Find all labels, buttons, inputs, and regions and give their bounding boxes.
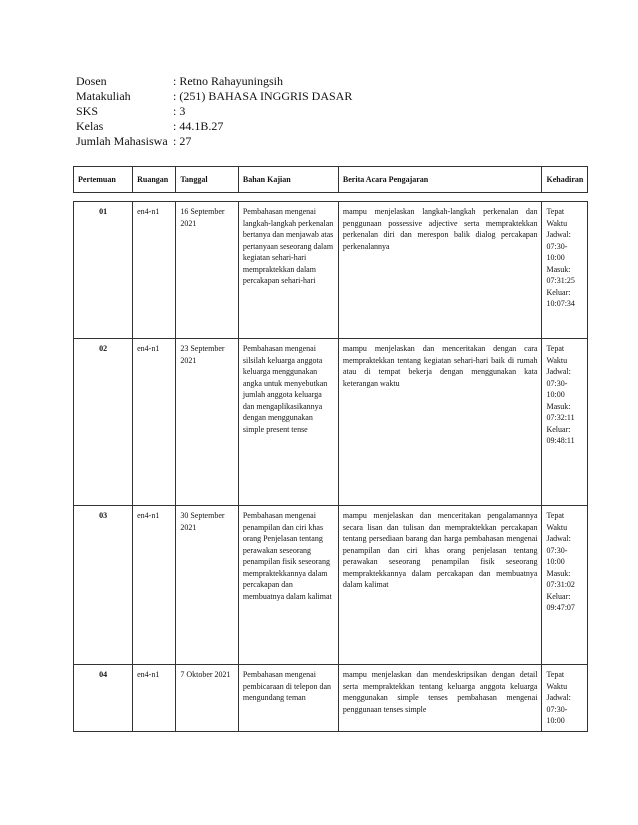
cell-berita-acara: mampu menjelaskan dan menceritakan dengan cara mempraktekkan tentang kegiatan sehari-hari baik di rumah atau di tempat bekerja dengan menggunakan kata keterangan waktu [338,339,542,506]
cell-bahan-kajian: Pembahasan mengenai penampilan dan ciri khas orang Penjelasan tentang perawakan seseorang penampilan fisik seseorang mempraktekkannya dalam percakapan dan membuatnya dalam kalimat [238,506,338,665]
info-value: : (251) BAHASA INGGRIS DASAR [173,89,353,103]
info-value: : 27 [173,134,192,148]
cell-tanggal: 7 Oktober 2021 [176,665,239,732]
info-sks [76,104,352,119]
header-berita-acara: Berita Acara Pengajaran [338,167,542,193]
table-row [74,506,588,665]
cell-pertemuan: 03 [74,506,133,665]
info-value: : 44.1B.27 [173,119,224,133]
header-pertemuan: Pertemuan [74,167,133,193]
info-label: Matakuliah [76,89,131,103]
info-value: : 3 [173,104,186,118]
info-label: Kelas [76,119,104,133]
info-label: SKS [76,104,99,118]
table-row [74,202,588,339]
table-row [74,339,588,506]
cell-pertemuan: 04 [74,665,133,732]
header-tanggal: Tanggal [176,167,239,193]
cell-bahan-kajian: Pembahasan mengenai langkah-langkah perkenalan bertanya dan menjawab atas pertanyaan seseorang dalam kegiatan sehari-hari mempraktekkan dalam percakapan sehari-hari [238,202,338,339]
row-spacer [74,193,588,202]
info-matakuliah [76,89,352,104]
header-bahan-kajian: Bahan Kajian [238,167,338,193]
cell-berita-acara: mampu menjelaskan dan menceritakan pengalamannya secara lisan dan tulisan dan mempraktekkan percakapan tentang persediaan barang dan harga pembahasan mengenai penampilan dan ciri khas orang penjelasan tentang perawakan seseorang penampilan fisik seseorang mempraktekkannya dalam percakapan dan membuatnya dalam kalimat [338,506,542,665]
info-kelas [76,119,352,134]
cell-pertemuan: 01 [74,202,133,339]
cell-bahan-kajian: Pembahasan mengenai silsilah keluarga anggota keluarga menggunakan angka untuk menyebutkan jumlah anggota keluarga dan mengaplikasikannya dengan menggunakan simple present tense [238,339,338,506]
cell-kehadiran: Tepat Waktu Jadwal: 07:30-10:00 [542,665,588,732]
info-jumlah-mahasiswa [76,134,352,149]
cell-tanggal: 30 September 2021 [176,506,239,665]
cell-ruangan: en4-n1 [133,665,176,732]
table-row [74,665,588,732]
cell-bahan-kajian: Pembahasan mengenai pembicaraan di telepon dan mengundang teman [238,665,338,732]
cell-berita-acara: mampu menjelaskan dan mendeskripsikan dengan detail serta mempraktekkan tentang keluarga anggota keluarga menggunakan simple tenses pembahasan mengenai penggunaan tenses simple [338,665,542,732]
table-header-row [74,167,588,193]
schedule-table [73,166,588,732]
header-kehadiran: Kehadiran [542,167,588,193]
cell-kehadiran: Tepat Waktu Jadwal: 07:30-10:00 Masuk: 07:32:11 Keluar: 09:48:11 [542,339,588,506]
course-info [76,74,352,149]
info-value: : Retno Rahayuningsih [173,74,283,88]
info-label: Jumlah Mahasiswa [76,134,168,148]
header-ruangan: Ruangan [133,167,176,193]
cell-berita-acara: mampu menjelaskan langkah-langkah perkenalan dan penggunaan possessive adjective serta mempraktekkan perkenalan diri dan merespon balik dialog percakapan perkenalannya [338,202,542,339]
cell-kehadiran: Tepat Waktu Jadwal: 07:30-10:00 Masuk: 07:31:25 Keluar: 10:07:34 [542,202,588,339]
cell-ruangan: en4-n1 [133,202,176,339]
cell-ruangan: en4-n1 [133,339,176,506]
cell-pertemuan: 02 [74,339,133,506]
info-dosen [76,74,352,89]
cell-tanggal: 23 September 2021 [176,339,239,506]
cell-tanggal: 16 September 2021 [176,202,239,339]
cell-ruangan: en4-n1 [133,506,176,665]
cell-kehadiran: Tepat Waktu Jadwal: 07:30-10:00 Masuk: 07:31:02 Keluar: 09:47:07 [542,506,588,665]
info-label: Dosen [76,74,107,88]
